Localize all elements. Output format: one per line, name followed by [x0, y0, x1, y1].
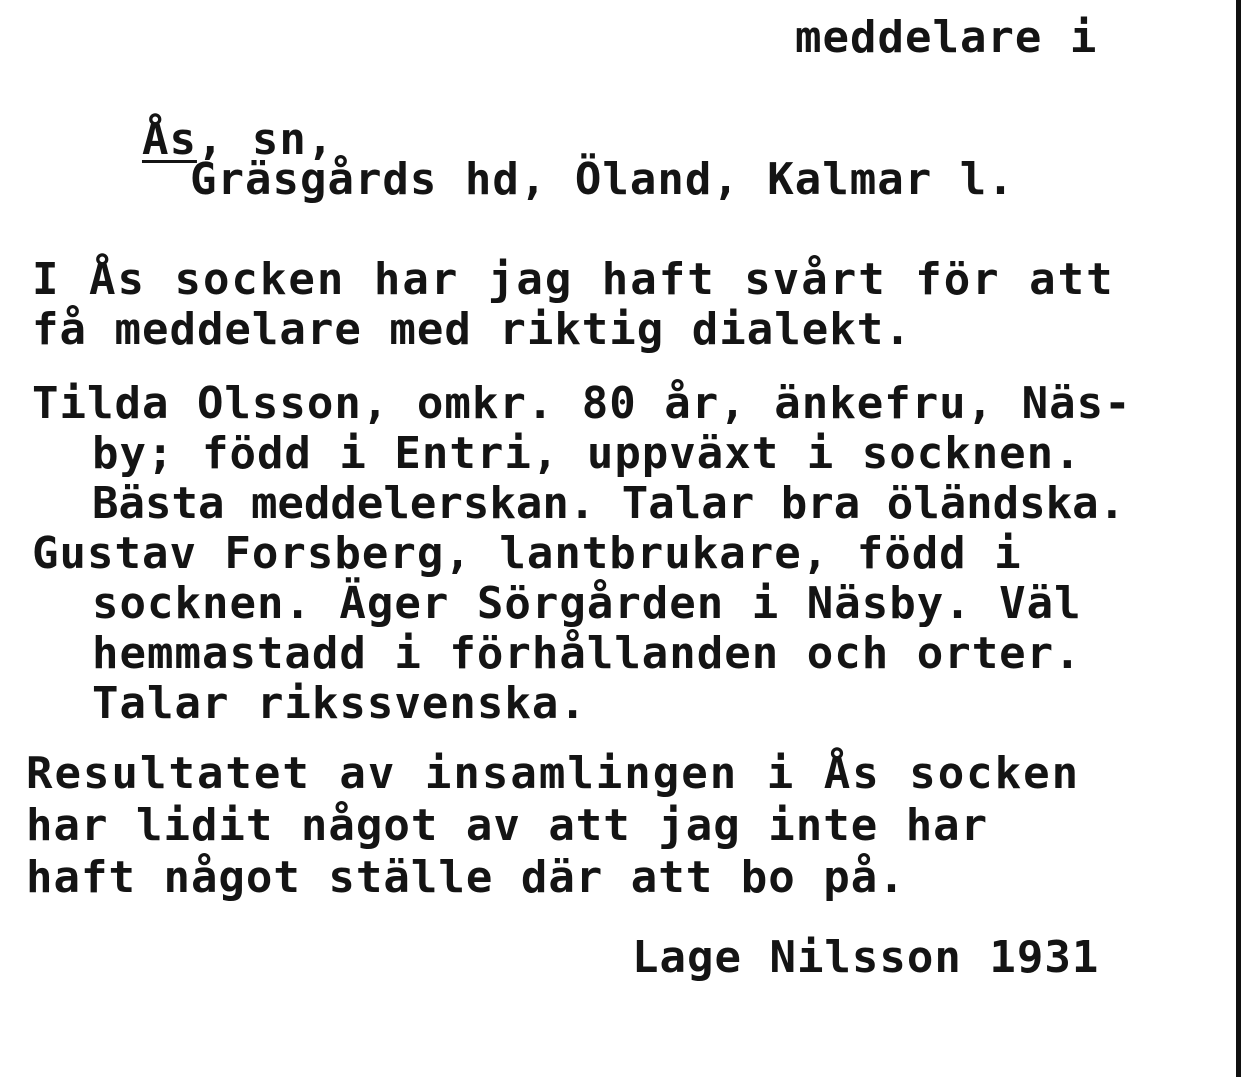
- intro-line-1: I Ås socken har jag haft svårt för att: [32, 254, 1115, 305]
- informant-2-line-3: hemmastadd i förhållanden och orter.: [92, 628, 1082, 679]
- card-edge-border: [1236, 0, 1241, 1077]
- informant-1-line-2: by; född i Entri, uppväxt i socknen.: [92, 428, 1082, 479]
- result-line-3: haft något ställe där att bo på.: [26, 852, 906, 903]
- informant-1-line-1: Tilda Olsson, omkr. 80 år, änkefru, Näs-: [32, 378, 1132, 429]
- signature: Lage Nilsson 1931: [632, 932, 1100, 983]
- parish-suffix: , sn,: [196, 114, 335, 165]
- intro-line-2: få meddelare med riktig dialekt.: [32, 304, 912, 355]
- result-line-1: Resultatet av insamlingen i Ås socken: [26, 748, 1081, 799]
- informant-2-line-1: Gustav Forsberg, lantbrukare, född i: [32, 528, 1022, 579]
- parish-name: Ås: [141, 114, 197, 165]
- header-top-right: meddelare i: [795, 12, 1098, 63]
- informant-2-line-4: Talar rikssvenska.: [92, 678, 587, 729]
- informant-1-line-3: Bästa meddelerskan. Talar bra öländska.: [92, 478, 1126, 529]
- informant-2-line-2: socknen. Äger Sörgården i Näsby. Väl: [92, 578, 1082, 629]
- district-line: Gräsgårds hd, Öland, Kalmar l.: [190, 154, 1015, 205]
- result-line-2: har lidit något av att jag inte har: [26, 800, 989, 851]
